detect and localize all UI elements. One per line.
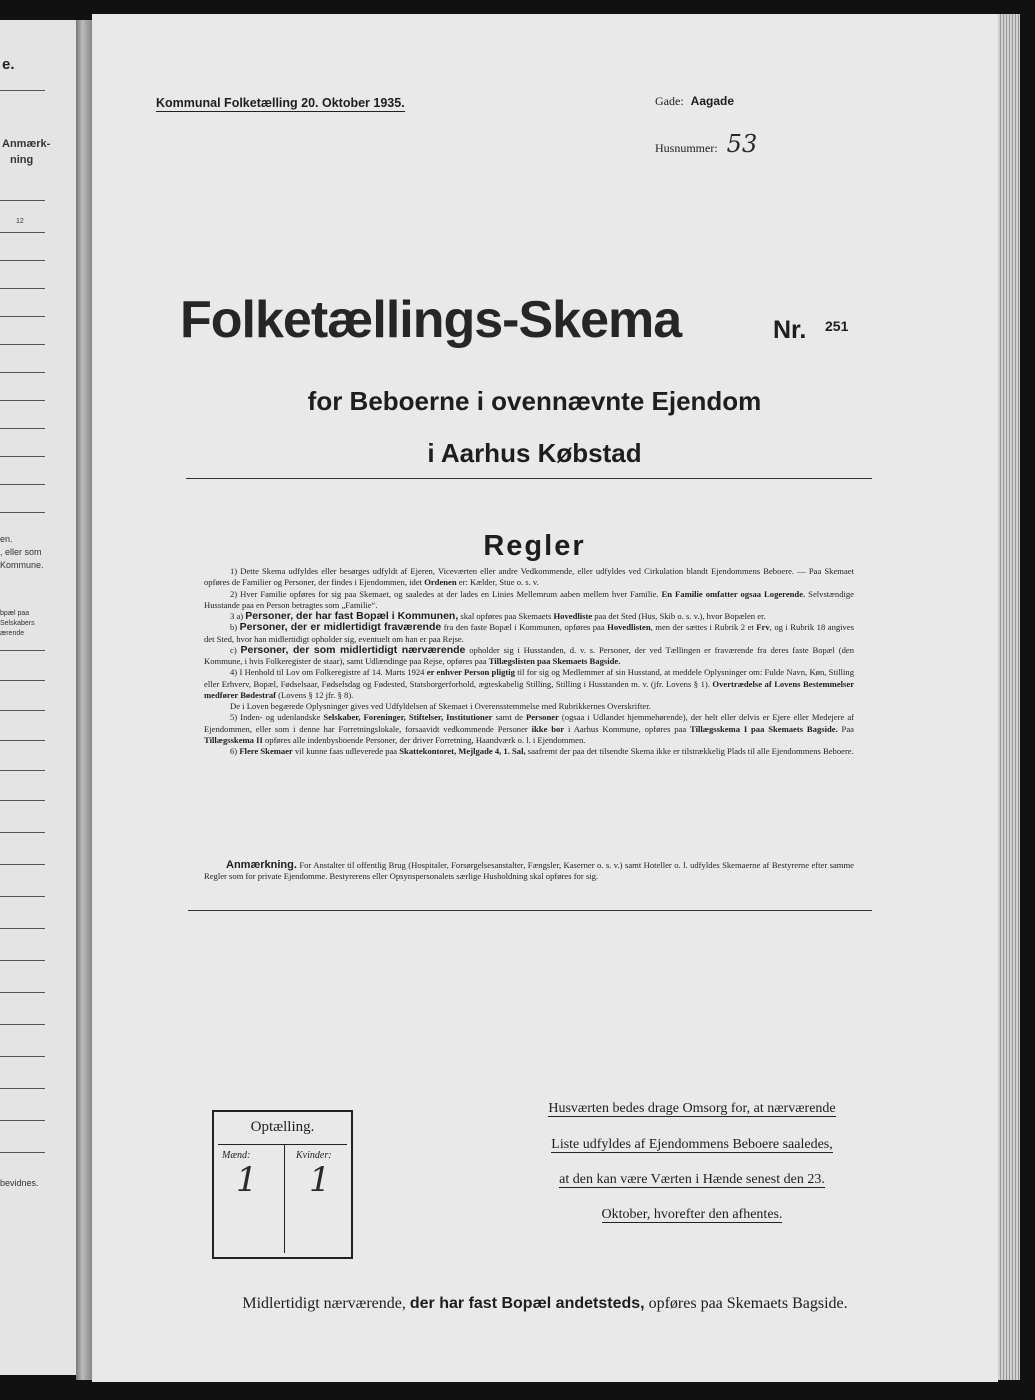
remark-paragraph [204,860,854,883]
notice-line-2: Liste udfyldes af Ejendommens Beboere saaledes, [551,1137,833,1152]
left-rule [0,90,45,91]
house-number-field [655,130,757,158]
left-corner-text: e. [2,56,15,73]
count-divider [218,1144,347,1145]
left-note-7: bevidnes. [0,1178,39,1188]
count-column-divider [284,1144,285,1253]
left-rule [0,740,45,741]
form-number-label: Nr. [773,316,807,344]
left-rule [0,832,45,833]
left-rule [0,512,45,513]
rules-text [204,566,854,757]
rule-3c: c) Personer, der som midlertidigt nærværende opholder sig i Husstanden, d. v. s. Personer, der ved Tællingen er fraværende fra deres faste Bopæl (den Kommune, i hvis Folkeregister de staar), samt Udlændinge paa Rejse, opføres paa Tillægslisten paa Skemaets Bagside. [204,643,855,666]
left-rule [0,680,45,681]
form-number-value: 251 [825,318,849,334]
census-header: Kommunal Folketælling 20. Oktober 1935. [156,96,405,110]
notice-line-1: Husværten bedes drage Omsorg for, at nærværende [548,1101,836,1116]
left-note-3: Kommune. [0,560,44,570]
form-subtitle-1: for Beboerne i ovennævnte Ejendom [307,386,762,416]
left-rule [0,770,45,771]
rule-4-note: De i Loven begærede Oplysninger gives ved Udfyldelsen af Skemaet i Overensstemmelse med Rubrikkernes Overskrifter. [230,701,651,711]
rule-5: 5) Inden- og udenlandske Selskaber, Foreninger, Stiftelser, Institutioner samt de Personer (ogsaa i Udlandet hjemmehørende), der helt eller delvis er Ejere eller Medejere af Ejendommen, eller som i denne har Forretningslokale, forsaavidt vedkommende Personer ikke bor i Aarhus Kommune, opføres paa Tillægsskema I paa Skemaets Bagside. Paa Tillægsskema II opføres alle indenbysboende Personer, der driver Forretning, Haandværk o. l. i Ejendommen. [204,712,854,745]
left-note-6: ærende [0,630,25,637]
left-rule [0,288,45,289]
left-rule [0,1088,45,1089]
left-note-2: , eller som [0,547,42,557]
rule-1: 1) Dette Skema udfyldes eller besørges udfyldt af Ejeren, Viceværten eller andre Vedkommende, eller udfyldes ved Cirkulation blandt Ejendommens Beboere. — Paa Skemaet opføres de Familier og Personer, der findes i Ejendommen, idet Ordenen er: Kælder, Stue o. s. v. [204,566,854,588]
street-field [655,94,734,109]
left-rule [0,1056,45,1057]
left-rule [0,484,45,485]
street-label: Gade: [655,94,684,108]
left-rule [0,896,45,897]
left-note-5: Selskabers [0,620,35,627]
left-rule [0,200,45,201]
left-rule [0,710,45,711]
footer-note: Midlertidigt nærværende, der har fast Bopæl andetsteds, opføres paa Skemaets Bagside. [242,1295,848,1312]
rules-heading: Regler [483,530,586,562]
left-note-4: bpæl paa [0,610,30,617]
men-label: Mænd: [222,1150,251,1161]
left-rule [0,960,45,961]
notice-line-4: Oktober, hvorefter den afhentes. [601,1207,783,1222]
left-page-fragment [0,20,78,1375]
left-rule [0,1152,45,1153]
house-number-value: 53 [726,130,758,158]
rule-6: 6) Flere Skemaer vil kunne faas udleverede paa Skattekontoret, Mejlgade 4, 1. Sal, saafremt der paa det tilsendte Skema ikke er tilstrækkelig Plads til alle Ejendommens Beboere. [230,746,854,756]
count-box [212,1110,353,1259]
left-rule [0,232,45,233]
form-subtitle-2: i Aarhus Købstad [427,438,642,468]
left-rule [0,260,45,261]
census-form-page [92,14,998,1382]
left-rule [0,344,45,345]
count-heading: Optælling. [250,1119,315,1135]
remark-label: Anmærkning. [226,859,297,871]
left-col-head-2: ning [10,154,34,166]
notice-line-3: at den kan være Værten i Hænde senest den 23. [559,1172,825,1187]
remark-divider [188,910,872,911]
left-rule [0,800,45,801]
rule-4: 4) I Henhold til Lov om Folkeregistre af 14. Marts 1924 er enhver Person pligtig til for sig og Medlemmer af sin Husstand, at meddele Oplysninger om: Fulde Navn, Køn, Stilling eller Erhverv, Bopæl, Fødselsaar, Fødselsdag og Fødested, Statsborgerforhold, ægteskabelig Stilling, Stilling i Husstanden m. v. (jfr. Lovens § 1). Overtrædelse af Lovens Bestemmelser medfører Bødestraf (Lovens § 12 jfr. § 8). [204,667,855,700]
rule-3b: b) Personer, der er midlertidigt fraværende fra den faste Bopæl i Kommunen, opføres paa Hovedlisten, men der sættes i Rubrik 2 et Frv, og i Rubrik 18 angives det Sted, hvor han midlertidigt opholder sig, eventuelt om han er paa Rejse. [204,621,855,644]
title-divider [186,478,872,479]
women-label: Kvinder: [296,1150,332,1161]
left-rule [0,456,45,457]
left-rule [0,372,45,373]
book-page-edges [998,14,1020,1380]
left-rule [0,650,45,651]
left-col-number: 12 [16,218,24,225]
rule-3a: 3 a) Personer, der har fast Bopæl i Kommunen, skal opføres paa Skemaets Hovedliste paa det Sted (Hus, Skib o. s. v.), hvor Bopælen er. [230,610,766,622]
house-number-label: Husnummer: [655,141,718,155]
form-title: Folketællings-Skema [180,291,682,349]
left-rule [0,928,45,929]
left-rule [0,428,45,429]
left-rule [0,400,45,401]
left-rule [0,316,45,317]
rule-2: 2) Hver Familie opføres for sig paa Skemaet, og saaledes at der lades en Linies Mellemrum aaben mellem hver Familie. En Familie omfatter ogsaa Logerende. Selvstændige Husstande paa en Person betragtes som „Familie“. [204,588,854,610]
left-rule [0,1120,45,1121]
left-rule [0,1024,45,1025]
left-rule [0,992,45,993]
book-binding [76,20,92,1380]
left-col-head-1: Anmærk- [2,138,51,150]
left-note-1: en. [0,534,13,544]
left-rule [0,864,45,865]
men-count: 1 [236,1160,258,1200]
women-count: 1 [309,1160,331,1200]
street-value: Aagade [690,94,735,108]
remark-text: For Anstalter til offentlig Brug (Hospitaler, Forsørgelsesanstalter, Fængsler, Kaserner o. s. v.) samt Hoteller o. l. udfyldes Skemaerne af Bestyrerne efter samme Regler som for private Ejendomme. Bestyrerens eller Opsynspersonalets særlige Husholdning skal opføres for sig. [204,860,854,882]
